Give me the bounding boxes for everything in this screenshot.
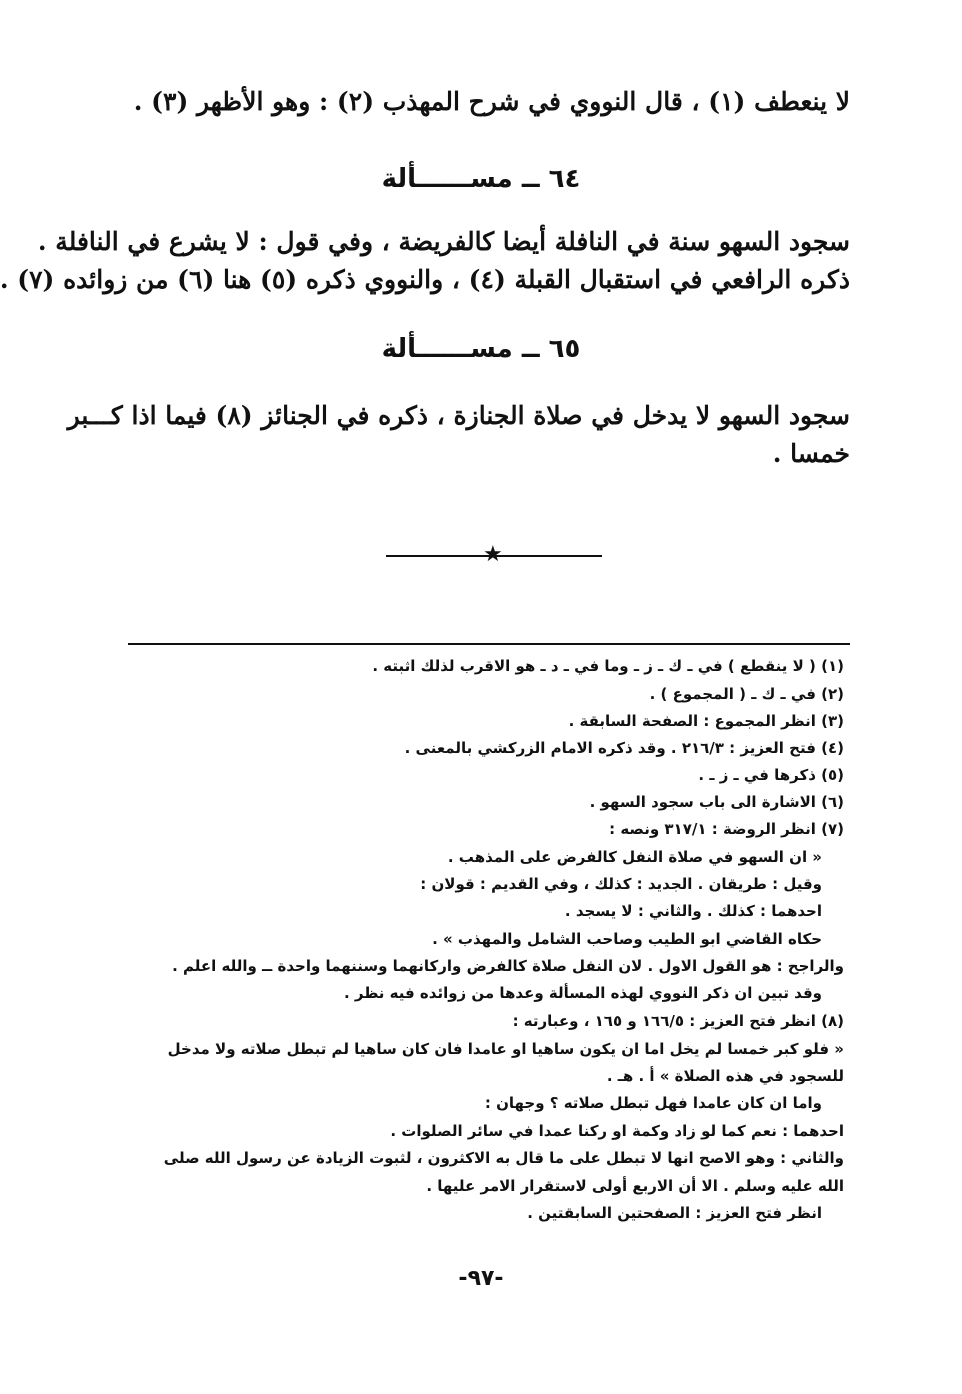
section-65-line-1: سجود السهو لا يدخل في صلاة الجنازة ، ذكره في الجنائز (٨) فيما اذا كـــبر: [67, 401, 850, 430]
footnote-line: « ان السهو في صلاة النفل كالفرض على المذهب .: [447, 848, 822, 866]
section-64-heading: ٦٤ ــ مســــــألة: [381, 164, 581, 194]
footnote-line: (٢) في ـ ك ـ ( المجموع ) .: [649, 685, 844, 703]
body-line-1: لا ينعطف (١) ، قال النووي في شرح المهذب (٢) : وهو الأظهر (٣) .: [133, 87, 850, 116]
footnote-line: احدهما : كذلك . والثاني : لا يسجد .: [564, 902, 822, 920]
footnote-line: والراجح : هو القول الاول . لان النفل صلاة كالفرض واركانهما وسننهما واحدة ــ والله اعلم .: [172, 957, 844, 975]
section-65-line-2: خمسا .: [772, 439, 850, 468]
footnote-line: (٦) الاشارة الى باب سجود السهو .: [589, 793, 844, 811]
footnote-line: احدهما : نعم كما لو زاد وكمة او ركنا عمدا في سائر الصلوات .: [390, 1122, 844, 1140]
footnote-line: الله عليه وسلم . الا أن الاربع أولى لاستقرار الامر عليها .: [426, 1177, 844, 1195]
footnote-line: وقد تبين ان ذكر النووي لهذه المسألة وعدها من زوائده فيه نظر .: [343, 984, 822, 1002]
section-65-heading: ٦٥ ــ مســــــألة: [381, 334, 581, 364]
star-icon: ★: [483, 542, 503, 567]
footnote-separator: [128, 643, 850, 645]
footnote-line: (٧) انظر الروضة : ٣١٧/١ ونصه :: [609, 820, 844, 838]
footnote-line: (٤) فتح العزيز : ٢١٦/٣ . وقد ذكره الامام الزركشي بالمعنى .: [404, 739, 844, 757]
footnote-line: (٥) ذكرها في ـ ز ـ .: [698, 766, 844, 784]
footnote-line: انظر فتح العزيز : الصفحتين السابقتين .: [527, 1204, 822, 1222]
footnote-line: « فلو كبر خمسا لم يخل اما ان يكون ساهيا او عامدا فان كان ساهيا لم تبطل صلاته ولا مدخل: [167, 1040, 844, 1058]
footnote-line: للسجود في هذه الصلاة » أ . هـ .: [606, 1067, 844, 1085]
page-number: -٩٧-: [458, 1266, 504, 1291]
footnote-line: حكاه القاضي ابو الطيب وصاحب الشامل والمهذب » .: [432, 930, 822, 948]
footnote-line: (٨) انظر فتح العزيز : ١٦٦/٥ و ١٦٥ ، وعبارته :: [512, 1012, 844, 1030]
footnote-line: (٣) انظر المجموع : الصفحة السابقة .: [568, 712, 844, 730]
footnote-line: واما ان كان عامدا فهل تبطل صلاته ؟ وجهان :: [484, 1094, 822, 1112]
footnote-line: وقيل : طريقان . الجديد : كذلك ، وفي القديم : قولان :: [420, 875, 822, 893]
section-64-line-1: سجود السهو سنة في النافلة أيضا كالفريضة ، وفي قول : لا يشرع في النافلة .: [37, 227, 850, 256]
footnote-line: (١) ( لا ينقطع ) في ـ ك ـ ز ـ وما في ـ د ـ هو الاقرب لذلك اثبته .: [372, 657, 844, 675]
footnote-line: والثاني : وهو الاصح انها لا تبطل على ما قال به الاكثرون ، لثبوت الزيادة عن رسول الله صلى: [163, 1149, 844, 1167]
section-64-line-2: ذكره الرافعي في استقبال القبلة (٤) ، والنووي ذكره (٥) هنا (٦) من زوائده (٧) .: [0, 265, 850, 294]
